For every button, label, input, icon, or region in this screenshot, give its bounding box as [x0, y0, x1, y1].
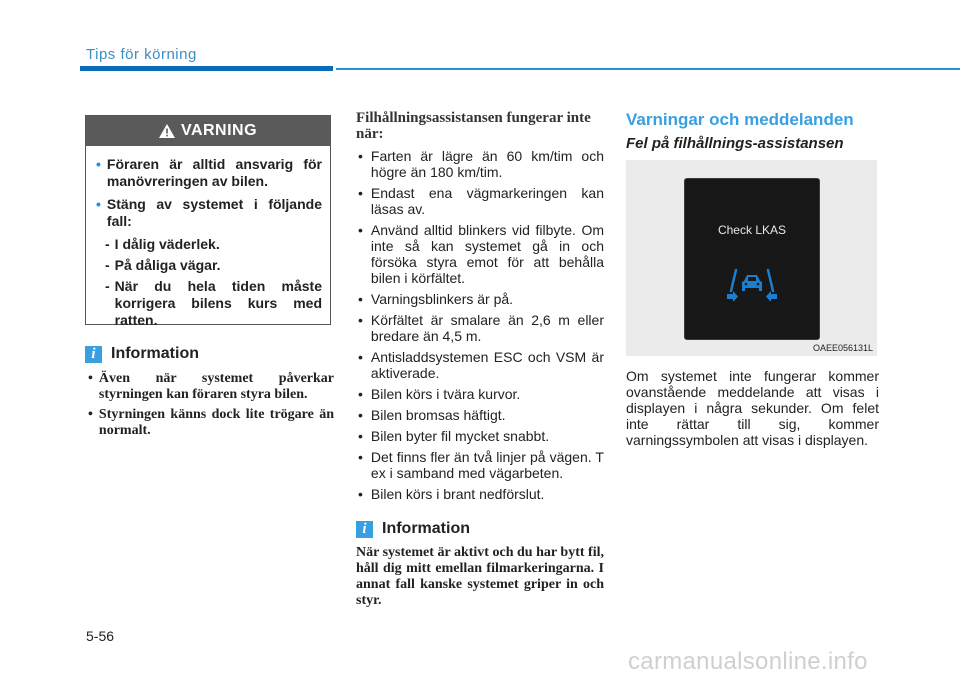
info-title: Information — [382, 520, 470, 537]
warning-sub-text: I dålig väderlek. — [114, 236, 220, 252]
conditions-heading: Filhållningsassistansen fungerar inte när: — [356, 110, 591, 142]
info-list-1 — [88, 371, 334, 443]
list-item — [358, 148, 604, 180]
list-item-text: Varningsblinkers är på. — [370, 291, 514, 307]
list-item-text: Bilen körs i brant nedförslut. — [370, 486, 545, 502]
list-item — [358, 486, 604, 502]
warning-item — [96, 196, 322, 230]
bullet-icon: • — [358, 486, 363, 502]
bullet-icon: • — [358, 449, 363, 465]
bullet-icon: • — [358, 428, 363, 444]
warning-sub-item — [96, 278, 322, 329]
bullet-icon: • — [358, 291, 363, 307]
list-item — [358, 428, 604, 444]
watermark: carmanualsonline.info — [628, 648, 868, 675]
dash: - — [105, 257, 110, 273]
list-item — [358, 222, 604, 286]
warning-box — [85, 115, 331, 328]
info-heading-2 — [356, 520, 470, 538]
conditions-list — [358, 148, 604, 507]
warning-triangle-icon — [159, 124, 175, 138]
bullet-icon: • — [96, 156, 101, 172]
list-item — [88, 407, 334, 439]
info-heading-1 — [85, 345, 199, 363]
warning-body — [86, 146, 330, 329]
list-item-text: Bilen bromsas häftigt. — [370, 407, 506, 423]
dash: - — [105, 278, 110, 294]
cluster-image-panel — [626, 160, 877, 356]
messages-heading: Varningar och meddelanden — [626, 110, 854, 129]
warning-sub-text: När du hela tiden måste korrigera bilens kurs med ratten. — [114, 278, 322, 328]
bullet-icon: • — [358, 407, 363, 423]
warning-label: VARNING — [180, 122, 258, 139]
warning-item-text: Föraren är alltid ansvarig för manövreringen av bilen. — [106, 156, 322, 189]
list-item — [358, 349, 604, 381]
list-item — [88, 371, 334, 403]
lkas-warning-icon — [727, 267, 777, 303]
bullet-icon: • — [96, 196, 101, 212]
list-item-text: Körfältet är smalare än 2,6 m eller bredare än 4,5 m. — [370, 312, 604, 344]
warning-header — [86, 116, 330, 146]
section-title: Tips för körning — [86, 46, 197, 63]
bullet-icon: • — [88, 371, 93, 386]
dash: - — [105, 236, 110, 252]
bullet-icon: • — [358, 185, 363, 201]
bullet-icon: • — [358, 349, 363, 365]
info-icon: i — [85, 346, 102, 363]
list-item — [358, 185, 604, 217]
list-item-text: Endast ena vägmarkeringen kan läsas av. — [370, 185, 604, 217]
list-item-text: Bilen byter fil mycket snabbt. — [370, 428, 550, 444]
warning-item-text: Stäng av systemet i följande fall: — [106, 196, 322, 229]
bullet-icon: • — [358, 312, 363, 328]
list-item — [358, 407, 604, 423]
warning-sub-item — [96, 236, 322, 253]
warning-sub-text: På dåliga vägar. — [114, 257, 221, 273]
cluster-display — [684, 178, 820, 340]
bullet-icon: • — [358, 386, 363, 402]
bullet-icon: • — [358, 222, 363, 238]
bullet-icon: • — [88, 407, 93, 422]
list-item-text: Använd alltid blinkers vid filbyte. Om inte så kan systemet gå in och försöka styra emot för att behålla bilen i körfältet. — [370, 222, 604, 286]
header-bar-light — [336, 68, 960, 70]
messages-subheading: Fel på filhållnings-assistansen — [626, 135, 844, 152]
info-title: Information — [111, 345, 199, 362]
list-item — [358, 291, 604, 307]
list-item-text: Styrningen känns dock lite trögare än normalt. — [98, 407, 334, 438]
list-item — [358, 312, 604, 344]
warning-item — [96, 156, 322, 190]
list-item-text: Bilen körs i tvära kurvor. — [370, 386, 521, 402]
bullet-icon: • — [358, 148, 363, 164]
messages-body: Om systemet inte fungerar kommer ovanstående meddelande att visas i displayen i några sekunder. Om felet inte rättar till sig, kommer varningssymbolen att visas i displayen. — [626, 368, 879, 448]
info-icon: i — [356, 521, 373, 538]
list-item — [358, 386, 604, 402]
list-item-text: Även när systemet påverkar styrningen kan föraren styra bilen. — [98, 371, 334, 402]
warning-sub-item — [96, 257, 322, 274]
list-item-text: Farten är lägre än 60 km/tim och högre än 180 km/tim. — [370, 148, 604, 180]
list-item-text: Det finns fler än två linjer på vägen. T ex i samband med vägarbeten. — [370, 449, 604, 481]
page-number: 5-56 — [86, 628, 115, 644]
info-text-2: När systemet är aktivt och du har bytt fil, håll dig mitt emellan filmarkeringarna. I annat fall kanske systemet griper in och styr. — [356, 545, 604, 608]
image-code: OAEE056131L — [812, 343, 873, 353]
list-item-text: Antisladdsystemen ESC och VSM är aktiverade. — [370, 349, 604, 381]
list-item — [358, 449, 604, 481]
display-message: Check LKAS — [717, 223, 787, 237]
header-bar-dark — [80, 66, 333, 71]
